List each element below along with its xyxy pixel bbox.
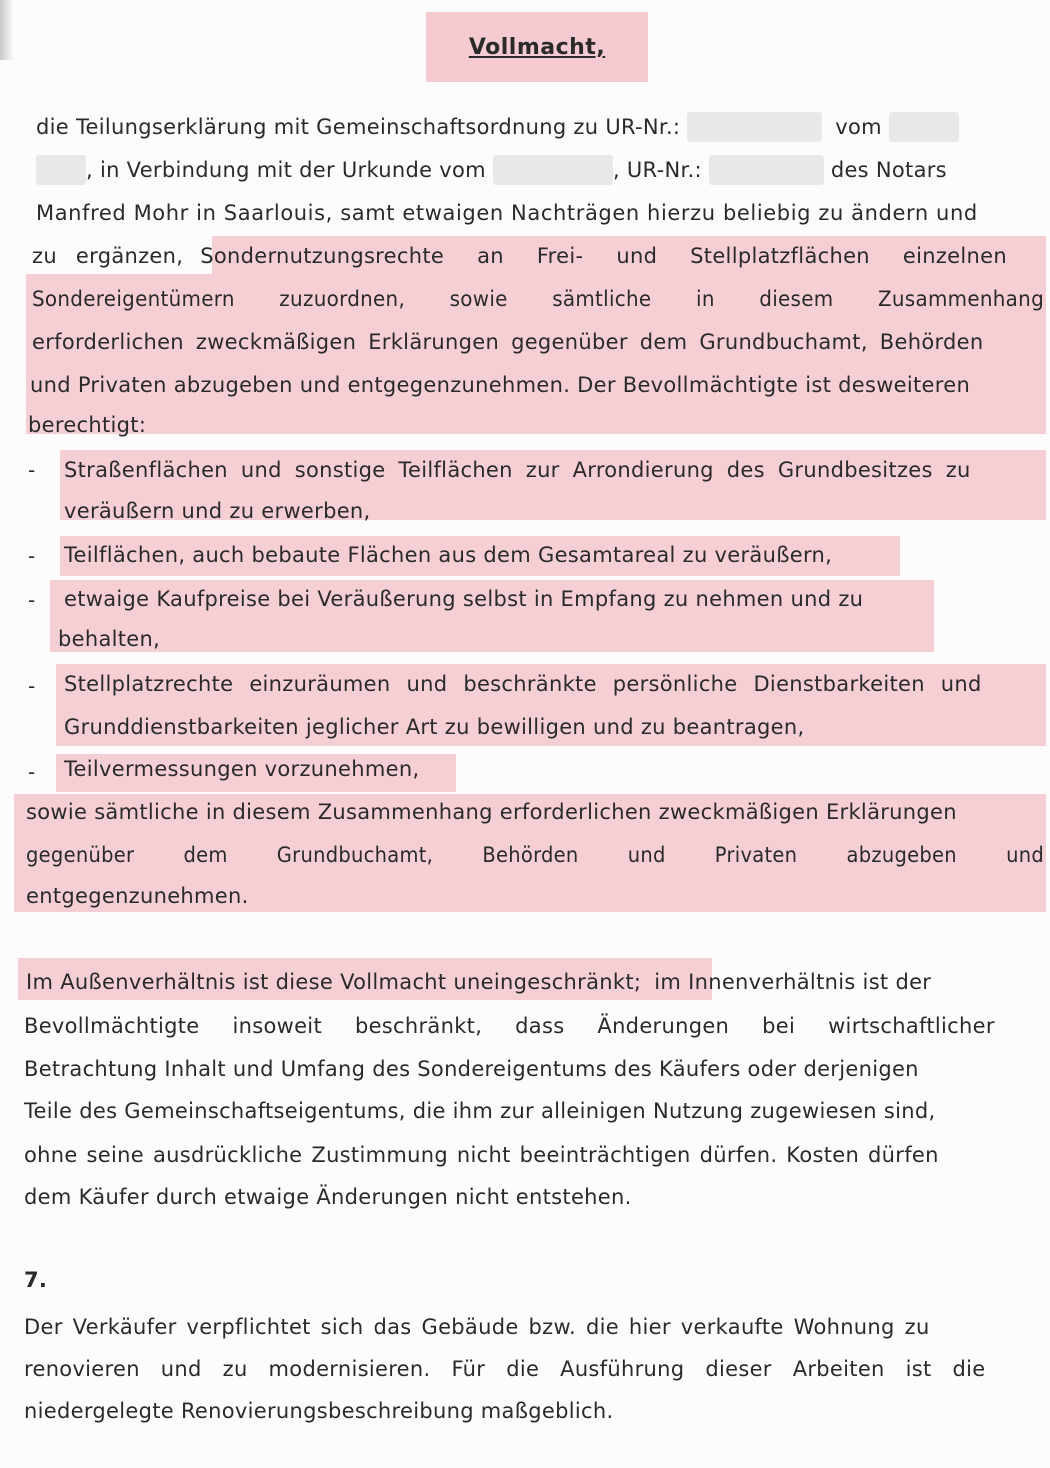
para3-l1a: Im Außenverhältnis ist diese Vollmacht uneingeschränkt;	[26, 970, 642, 994]
bullet-dash: -	[28, 760, 36, 784]
para1-line-7: und Privaten abzugeben und entgegenzunehmen. Der Bevollmächtigte ist desweiteren	[30, 373, 971, 397]
bullet-dash: -	[28, 588, 36, 612]
bullet-dash: -	[28, 544, 36, 568]
bullet-4-line-2: Grunddienstbarkeiten jeglicher Art zu bewilligen und zu beantragen,	[64, 715, 805, 739]
para1-l1b: vom	[835, 115, 882, 139]
bullet-dash: -	[28, 674, 36, 698]
scan-edge-shadow	[0, 0, 14, 60]
bullet-4-line-1: Stellplatzrechte einzuräumen und beschränkte persönliche Dienstbarkeiten und	[64, 672, 982, 696]
para1-l4a: zu ergänzen,	[32, 244, 184, 268]
para3-line-4: Teile des Gemeinschaftseigentums, die ihm zur alleinigen Nutzung zugewiesen sind,	[24, 1099, 936, 1123]
para3-line-2: Bevollmächtigte insoweit beschränkt, dass Änderungen bei wirtschaftlicher	[24, 1014, 995, 1038]
para3-line-3: Betrachtung Inhalt und Umfang des Sondereigentums des Käufers oder derjenigen	[24, 1057, 919, 1081]
para1-l1a: die Teilungserklärung mit Gemeinschaftsordnung zu UR-Nr.:	[36, 115, 681, 139]
title-text: Vollmacht,	[468, 34, 606, 60]
section-7-heading: 7.	[24, 1268, 48, 1292]
para2-line-3: entgegenzunehmen.	[26, 884, 249, 908]
redaction	[889, 112, 959, 142]
redaction	[709, 155, 824, 185]
redaction	[687, 112, 822, 142]
para1-line-6: erforderlichen zweckmäßigen Erklärungen gegenüber dem Grundbuchamt, Behörden	[32, 330, 984, 354]
para1-line-3: Manfred Mohr in Saarlouis, samt etwaigen Nachträgen hierzu beliebig zu ändern und	[36, 201, 978, 225]
para3-line-1	[26, 967, 931, 997]
section-7-line-3: niedergelegte Renovierungsbeschreibung maßgeblich.	[24, 1399, 614, 1423]
para1-l2c: des Notars	[830, 158, 947, 182]
para1-line-2	[36, 155, 947, 185]
bullet-1-line-2: veräußern und zu erwerben,	[64, 499, 371, 523]
para1-l2b: , UR-Nr.:	[612, 158, 702, 182]
para1-line-4	[32, 241, 1007, 271]
para1-l2a: , in Verbindung mit der Urkunde vom	[86, 158, 486, 182]
para2-line-1: sowie sämtliche in diesem Zusammenhang erforderlichen zweckmäßigen Erklärungen	[26, 800, 957, 824]
para1-line-8: berechtigt:	[28, 413, 147, 437]
document-title	[426, 12, 648, 82]
redaction	[36, 155, 86, 185]
bullet-1-line-1: Straßenflächen und sonstige Teilflächen zur Arrondierung des Grundbesitzes zu	[64, 458, 971, 482]
para2-line-2: gegenüber dem Grundbuchamt, Behörden und Privaten abzugeben und	[26, 843, 1045, 867]
para1-line-1	[36, 112, 959, 142]
para1-l4b: Sondernutzungsrechte an Frei- und Stellplatzflächen einzelnen	[200, 244, 1007, 268]
para3-line-5: ohne seine ausdrückliche Zustimmung nicht beeinträchtigen dürfen. Kosten dürfen	[24, 1143, 939, 1167]
section-7-line-1: Der Verkäufer verpflichtet sich das Gebäude bzw. die hier verkaufte Wohnung zu	[24, 1315, 930, 1339]
bullet-2-line: Teilflächen, auch bebaute Flächen aus dem Gesamtareal zu veräußern,	[64, 543, 833, 567]
redaction	[493, 155, 613, 185]
para3-line-6: dem Käufer durch etwaige Änderungen nicht entstehen.	[24, 1185, 632, 1209]
section-7-line-2: renovieren und zu modernisieren. Für die Ausführung dieser Arbeiten ist die	[24, 1357, 986, 1381]
para3-l1b: im Innenverhältnis ist der	[654, 970, 932, 994]
bullet-dash: -	[28, 458, 36, 482]
bullet-3-line-2: behalten,	[58, 627, 161, 651]
para1-line-5: Sondereigentümern zuzuordnen, sowie sämtliche in diesem Zusammenhang	[32, 287, 1044, 311]
bullet-5-line: Teilvermessungen vorzunehmen,	[64, 757, 420, 781]
bullet-3-line-1: etwaige Kaufpreise bei Veräußerung selbst in Empfang zu nehmen und zu	[64, 587, 864, 611]
